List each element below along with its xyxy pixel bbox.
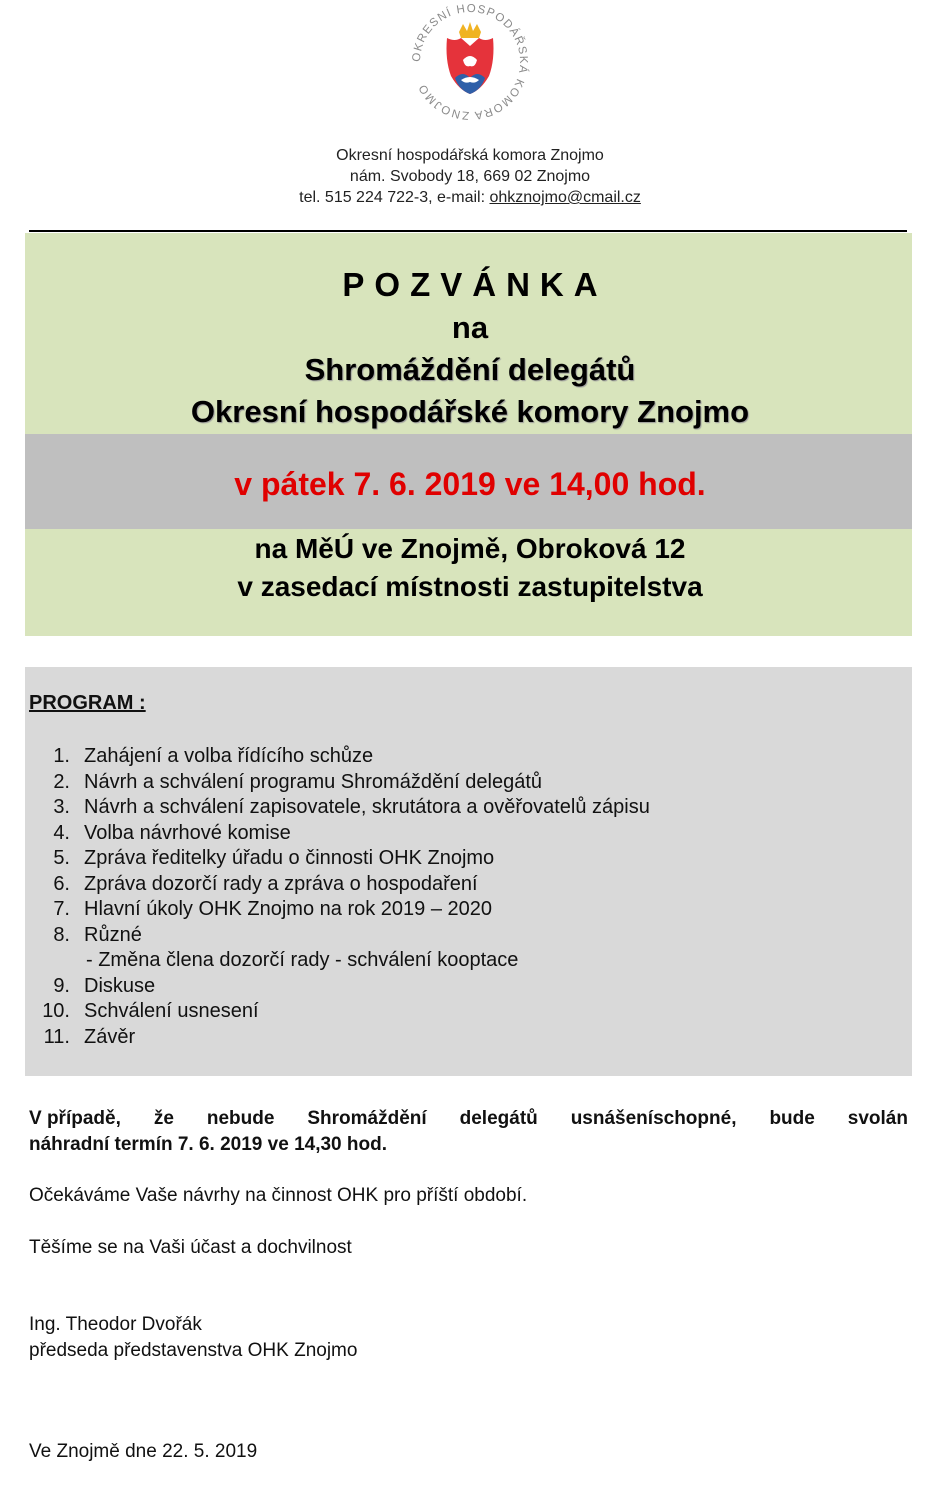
- program-item-text: Zahájení a volba řídícího schůze: [84, 745, 374, 767]
- quorum-note-word: delegátů: [459, 1108, 538, 1129]
- quorum-note-line1: [29, 1106, 908, 1132]
- program-item: [30, 948, 650, 974]
- program-item-number: 10.: [42, 1000, 70, 1022]
- attendance-note: Těšíme se na Vaši účast a dochvilnost: [29, 1237, 352, 1258]
- program-item-text: Návrh a schválení zapisovatele, skrutátora a ověřovatelů zápisu: [84, 796, 650, 818]
- event-datetime: v pátek 7. 6. 2019 ve 14,00 hod.: [234, 466, 706, 502]
- invitation-na: na: [451, 310, 489, 345]
- program-item-number: [30, 948, 85, 974]
- quorum-note-word: nebude: [206, 1108, 275, 1129]
- place-date: Ve Znojmě dne 22. 5. 2019: [29, 1441, 258, 1462]
- program-item: [30, 821, 650, 847]
- program-item-number: 9.: [53, 974, 70, 997]
- signatory-role: předseda představenstva OHK Znojmo: [29, 1340, 358, 1361]
- email-link[interactable]: ohkznojmo@cmail.cz: [489, 189, 641, 206]
- program-item-number: 4.: [53, 821, 70, 844]
- program-item-text: Schválení usnesení: [84, 1000, 259, 1022]
- program-item-number: 8.: [53, 923, 70, 946]
- program-item-text: - Změna člena dozorčí rady - schválení kooptace: [86, 949, 519, 971]
- program-list: [30, 744, 650, 1050]
- logo-ring-text: OKRESNÍ HOSPODÁŘSKÁ KOMORA ZNOJMO: [410, 2, 530, 122]
- program-item: [30, 1025, 650, 1051]
- ohk-logo: [405, 2, 535, 124]
- proposals-note: Očekáváme Vaše návrhy na činnost OHK pro příští období.: [29, 1185, 528, 1206]
- program-heading: PROGRAM :: [29, 692, 146, 714]
- quorum-note-word: usnášeníschopné,: [570, 1108, 737, 1129]
- quorum-note-line2: náhradní termín 7. 6. 2019 ve 14,30 hod.: [29, 1134, 387, 1155]
- program-item-text: Diskuse: [84, 974, 156, 997]
- program-item-number: 7.: [53, 898, 70, 920]
- program-item-text: Hlavní úkoly OHK Znojmo na rok 2019 – 2020: [84, 898, 492, 920]
- program-item: [30, 770, 650, 796]
- org-name: Okresní hospodářská komora Znojmo: [336, 147, 604, 164]
- program-item: [30, 846, 650, 872]
- event-place: na MěÚ ve Znojmě, Obroková 12: [254, 533, 686, 564]
- org-contact: [0, 187, 940, 208]
- program-item-number: 3.: [53, 796, 70, 818]
- quorum-note-word: svolán: [847, 1108, 908, 1129]
- program-item-text: Návrh a schválení programu Shromáždění delegátů: [84, 770, 543, 793]
- program-item-number: 2.: [53, 770, 70, 793]
- quorum-note-word: bude: [769, 1108, 815, 1129]
- program-item: [30, 999, 650, 1025]
- event-name: Shromáždění delegátů: [304, 352, 636, 387]
- program-item: [30, 744, 650, 770]
- org-address: nám. Svobody 18, 669 02 Znojmo: [349, 168, 591, 185]
- invitation-title: POZVÁNKA: [342, 266, 608, 303]
- program-item-text: Různé: [84, 923, 142, 946]
- quorum-note-word: že: [153, 1108, 174, 1129]
- contact-phone: tel. 515 224 722-3, e-mail:: [299, 189, 490, 206]
- program-item-text: Volba návrhové komise: [84, 821, 291, 844]
- program-item-text: Zpráva dozorčí rady a zpráva o hospodaření: [84, 872, 478, 895]
- program-item-number: 5.: [53, 847, 70, 869]
- header-divider: [29, 230, 907, 232]
- quorum-note: [29, 1106, 908, 1158]
- signatory-name: Ing. Theodor Dvořák: [29, 1314, 202, 1335]
- program-item: [30, 974, 650, 1000]
- program-item-number: 1.: [53, 745, 70, 767]
- organization-name: Okresní hospodářské komory Znojmo: [190, 394, 750, 429]
- program-item-text: Závěr: [84, 1025, 136, 1048]
- program-item-text: Zpráva ředitelky úřadu o činnosti OHK Znojmo: [84, 847, 495, 869]
- program-item: [30, 923, 650, 949]
- quorum-note-word: Shromáždění: [307, 1108, 427, 1129]
- event-room: v zasedací místnosti zastupitelstva: [237, 571, 703, 602]
- program-item: [30, 795, 650, 821]
- quorum-note-word: V případě,: [29, 1108, 121, 1129]
- program-item: [30, 872, 650, 898]
- program-item-number: 11.: [43, 1025, 70, 1048]
- program-item-number: 6.: [53, 872, 70, 895]
- crown-icon: [459, 22, 481, 38]
- logo-shield: [447, 22, 494, 94]
- program-item: [30, 897, 650, 923]
